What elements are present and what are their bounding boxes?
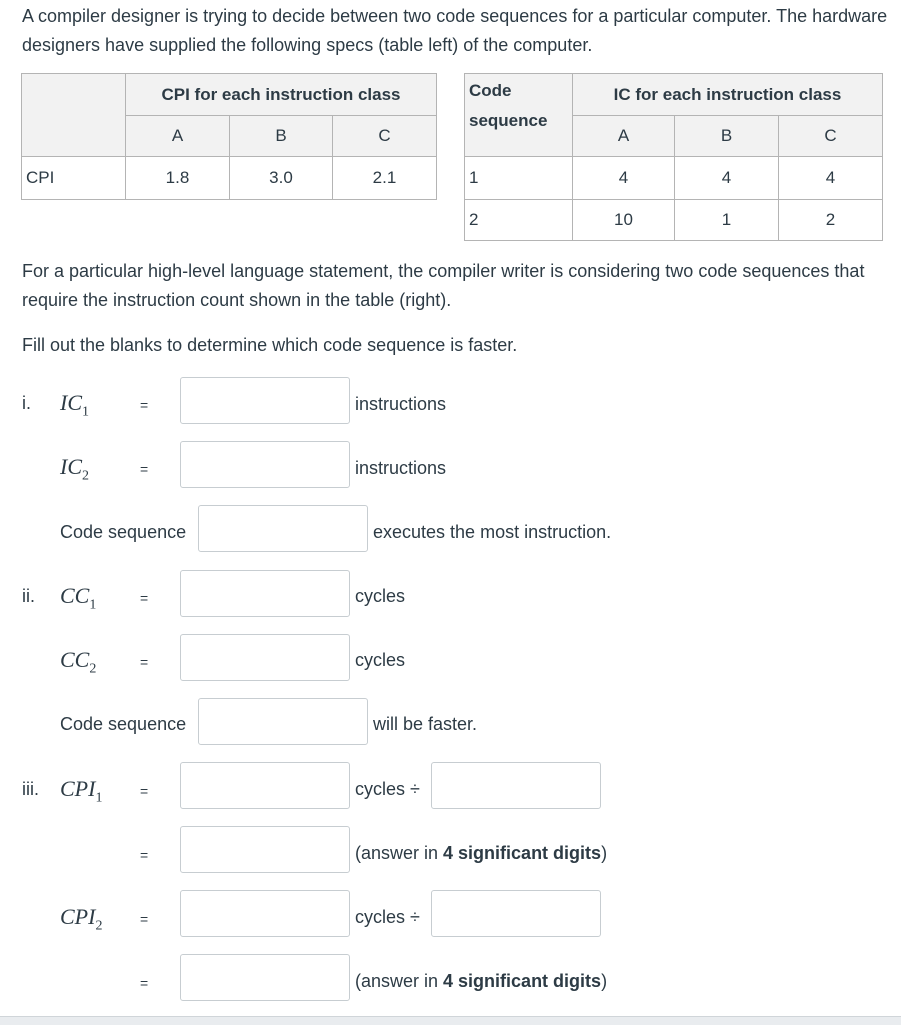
cpi-value-c: 2.1 — [333, 157, 437, 200]
intro-text: A compiler designer is trying to decide between two code sequences for a particular computer. The hardware designers have supplied the following specs (table left) of the computer. — [22, 6, 888, 55]
most-instructions-text: executes the most instruction. — [373, 522, 612, 542]
cc1-input[interactable] — [180, 570, 350, 617]
numeral-i: i. — [22, 393, 31, 413]
equals-sign: = — [140, 911, 149, 927]
equals-sign: = — [140, 590, 149, 606]
ic-seq-2: 2 — [465, 200, 573, 241]
cpi-table — [21, 73, 437, 200]
cpi1-label: $CPI_1$ — [60, 776, 103, 806]
cpi2-cycles-div: cycles ÷ — [355, 907, 420, 927]
cc2-unit: cycles — [355, 650, 406, 670]
cpi-value-a: 1.8 — [126, 157, 230, 200]
equals-sign: = — [140, 397, 149, 413]
equals-sign: = — [140, 847, 149, 863]
ic1-label: $IC_1$ — [60, 390, 89, 420]
cc1-unit: cycles — [355, 586, 406, 606]
cpi-table-header: CPI for each instruction class — [126, 74, 437, 116]
cpi2-instructions-input[interactable] — [431, 890, 601, 937]
cpi-class-a: A — [126, 116, 230, 157]
cpi2-cycles-input[interactable] — [180, 890, 350, 937]
cpi-row-label: CPI — [22, 157, 126, 200]
ic-class-b: B — [675, 116, 779, 157]
ic1-input[interactable] — [180, 377, 350, 424]
instructions-text: Fill out the blanks to determine which code sequence is faster. — [22, 335, 518, 355]
cpi-class-c: C — [333, 116, 437, 157]
cpi-value-b: 3.0 — [230, 157, 333, 200]
most-instructions-input[interactable] — [198, 505, 368, 552]
ic2-input[interactable] — [180, 441, 350, 488]
ic-class-a: A — [573, 116, 675, 157]
cpi1-cycles-input[interactable] — [180, 762, 350, 809]
faster-sequence-input[interactable] — [198, 698, 368, 745]
equals-sign: = — [140, 654, 149, 670]
code-sequence-label: Code sequence — [60, 522, 187, 542]
ic-row2-a: 10 — [573, 200, 675, 241]
ic-seq-1: 1 — [465, 157, 573, 200]
ic-table — [464, 73, 883, 241]
ic2-unit: instructions — [355, 458, 447, 478]
ic2-label: $IC_2$ — [60, 454, 89, 484]
cpi2-answer-note: (answer in 4 significant digits) — [355, 971, 608, 991]
cc2-label: $CC_2$ — [60, 647, 97, 677]
equals-sign: = — [140, 461, 149, 477]
numeral-iii: iii. — [22, 779, 39, 799]
cpi2-label: $CPI_2$ — [60, 904, 103, 934]
numeral-ii: ii. — [22, 586, 35, 606]
ic-class-c: C — [779, 116, 883, 157]
ic-row1-a: 4 — [573, 157, 675, 200]
cpi-class-b: B — [230, 116, 333, 157]
cpi1-answer-note: (answer in 4 significant digits) — [355, 843, 608, 863]
ic-row1-c: 4 — [779, 157, 883, 200]
ic-row1-b: 4 — [675, 157, 779, 200]
equals-sign: = — [140, 975, 149, 991]
ic-row-1 — [465, 157, 883, 200]
ic-row-2 — [465, 200, 883, 241]
ic1-unit: instructions — [355, 394, 447, 414]
ic-row2-c: 2 — [779, 200, 883, 241]
cc1-label: $CC_1$ — [60, 583, 97, 613]
equals-sign: = — [140, 783, 149, 799]
cpi1-cycles-div: cycles ÷ — [355, 779, 420, 799]
cpi1-result-input[interactable] — [180, 826, 350, 873]
faster-text: will be faster. — [373, 714, 478, 734]
code-sequence-label: Code sequence — [60, 714, 187, 734]
description-text: For a particular high-level language statement, the compiler writer is considering two code sequences that require the instruction count shown in the table (right). — [22, 261, 865, 310]
ic-table-header: IC for each instruction class — [573, 74, 883, 116]
ic-col-label: Code sequence — [465, 74, 573, 157]
ic-row2-b: 1 — [675, 200, 779, 241]
cpi1-instructions-input[interactable] — [431, 762, 601, 809]
cc2-input[interactable] — [180, 634, 350, 681]
cpi2-result-input[interactable] — [180, 954, 350, 1001]
